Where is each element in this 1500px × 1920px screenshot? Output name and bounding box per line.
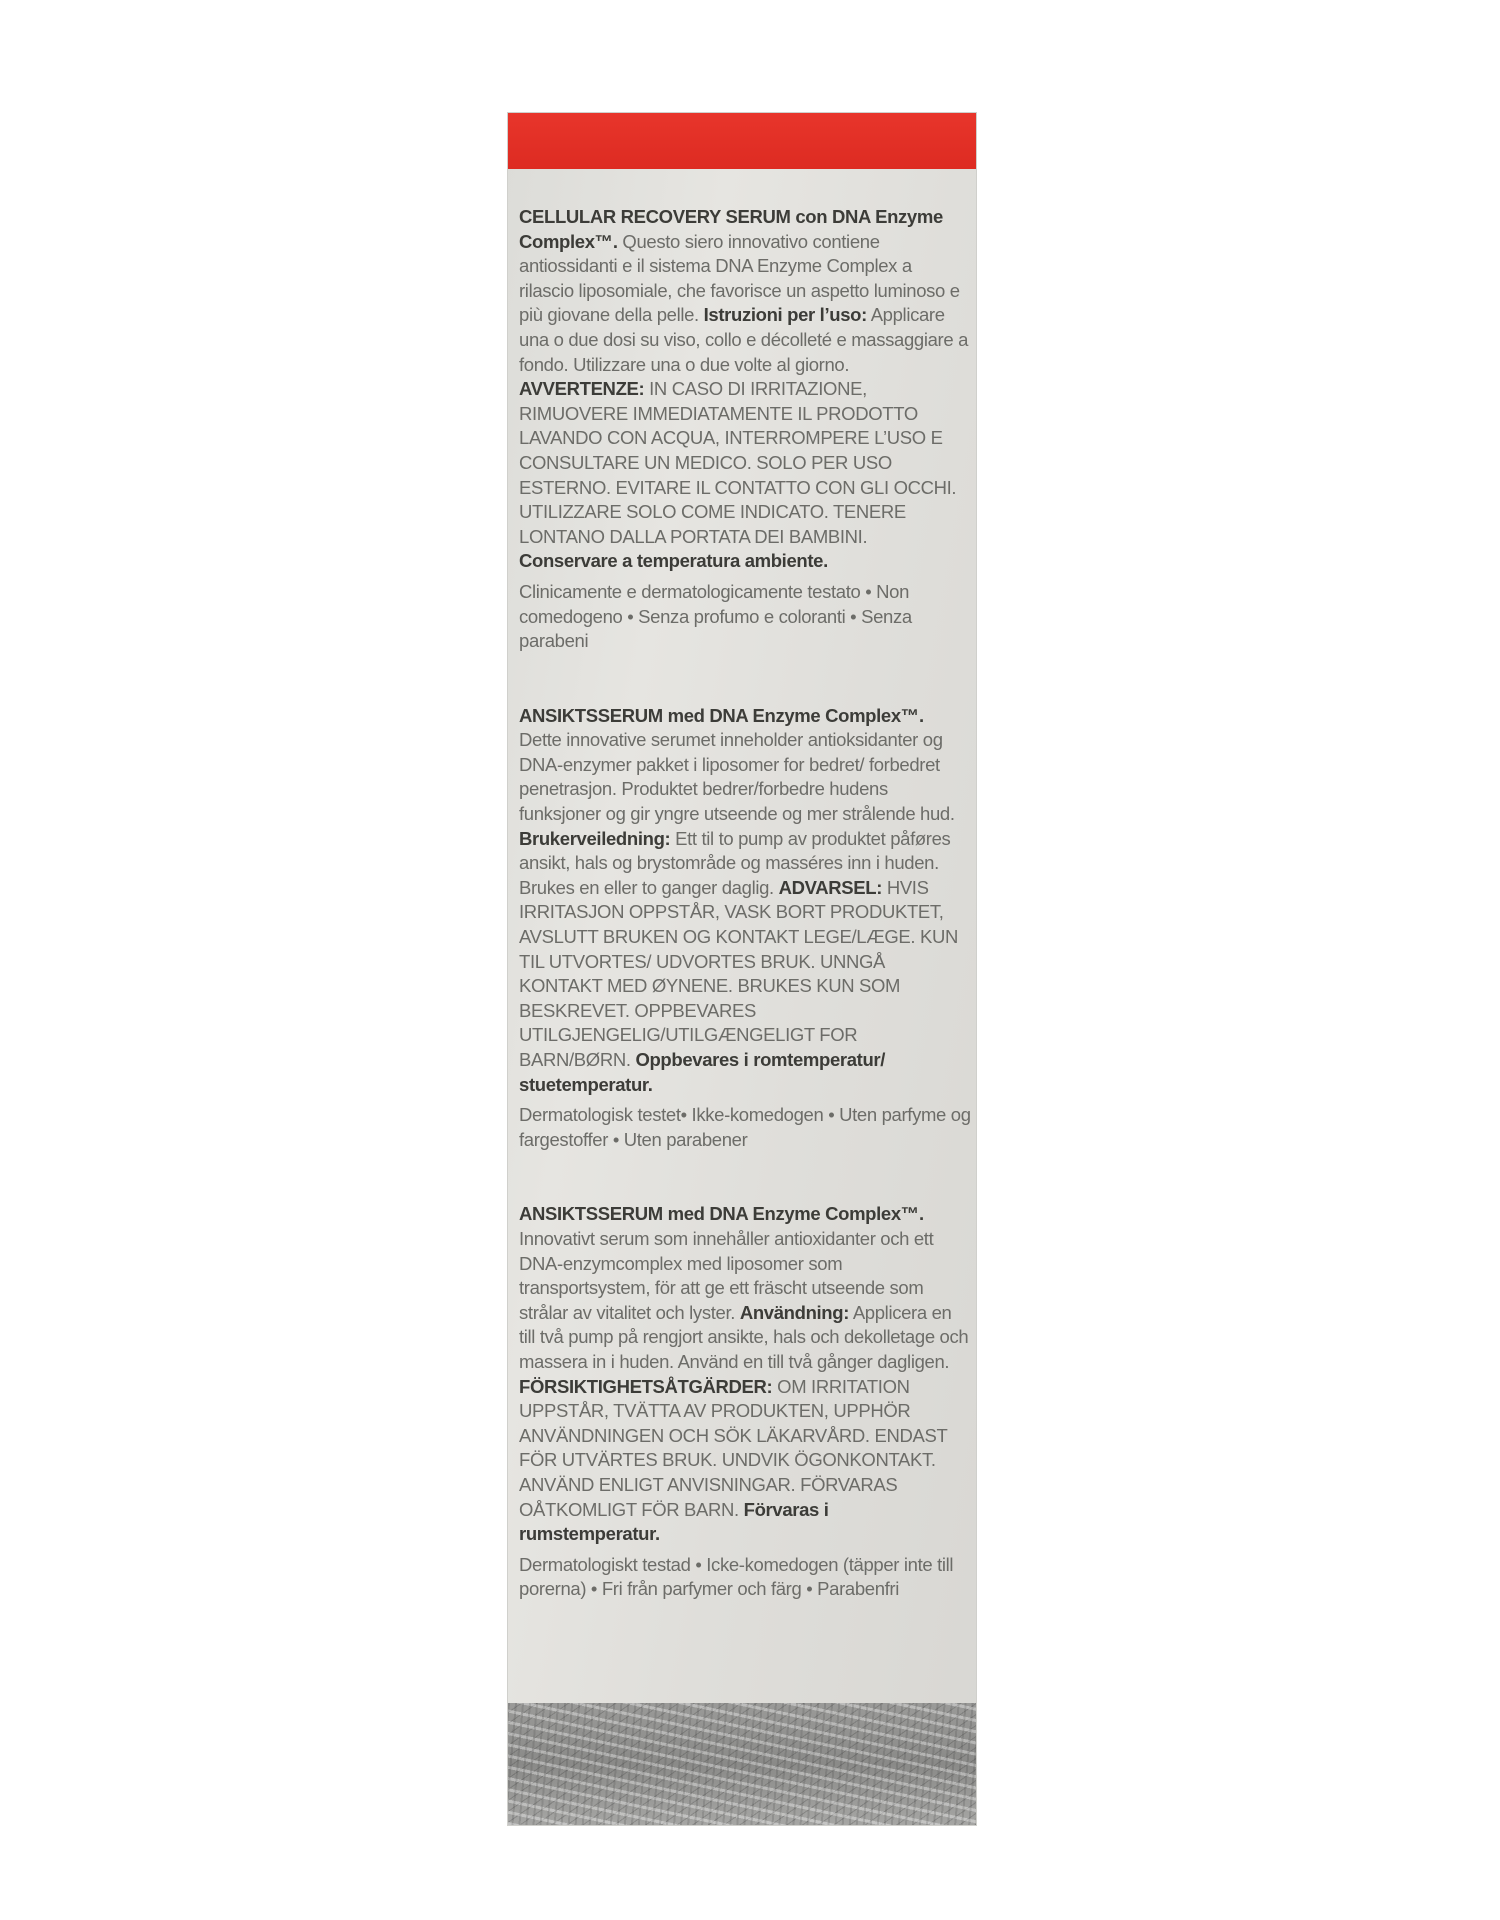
norwegian-warning: HVIS IRRITASJON OPPSTÅR, VASK BORT PRODUKTET, AVSLUTT BRUKEN OG KONTAKT LEGE/LÆGE. KUN TIL UTVORTES/ UDVORTES BRUK. UNNGÅ KONTAKT MED ØYNENE. BRUKES KUN SOM BESKREVET. OPPBEVARES UTILGJENGELIG/UTILGÆNGELIGT FOR BARN/BØRN. [519, 876, 959, 1070]
norwegian-directions-label: Brukerveiledning: [519, 827, 671, 849]
swedish-claims: Dermatologiskt testad • Icke-komedogen (täpper inte till porerna) • Fri från parfymer och färg • Parabenfri [519, 1553, 954, 1600]
norwegian-storage: Oppbevares i romtemperatur/ stuetemperatur. [519, 1049, 886, 1095]
italian-title: CELLULAR RECOVERY SERUM con DNA Enzyme Complex™. [519, 206, 943, 252]
swedish-warning-label: FÖRSIKTIGHETSÅTGÄRDER: [519, 1375, 773, 1397]
norwegian-main-paragraph [519, 704, 971, 1098]
italian-storage: Conservare a temperatura ambiente. [519, 550, 828, 572]
swedish-directions-label: Användning: [739, 1301, 850, 1323]
italian-directions-label: Istruzioni per l’uso: [703, 304, 867, 326]
italian-main-paragraph [519, 205, 971, 574]
swedish-warning: OM IRRITATION UPPSTÅR, TVÄTTA AV PRODUKTEN, UPPHÖR ANVÄNDNINGEN OCH SÖK LÄKARVÅRD. ENDAST FÖR UTVÄRTES BRUK. UNDVIK ÖGONKONTAKT. ANVÄND ENLIGT ANVISNINGAR. FÖRVARAS OÅTKOMLIGT FÖR BARN. [519, 1375, 948, 1520]
italian-claims: Clinicamente e dermatologicamente testato • Non comedogeno • Senza profumo e coloranti • Senza parabeni [519, 580, 912, 652]
norwegian-claims: Dermatologisk testet• Ikke-komedogen • Uten parfyme og fargestoffer • Uten parabener [519, 1104, 971, 1150]
italian-warning-label: AVVERTENZE: [519, 378, 645, 400]
product-box-panel [508, 113, 976, 1825]
swedish-directions: Applicera en till två pump på rengjort ansikte, hals och dekolletage och massera in i huden. Använd en till två gånger dagligen. [519, 1301, 969, 1372]
italian-section [519, 205, 971, 654]
italian-warning: IN CASO DI IRRITAZIONE, RIMUOVERE IMMEDIATAMENTE IL PRODOTTO LAVANDO CON ACQUA, INTERROMPERE L’USO E CONSULTARE UN MEDICO. SOLO PER USO ESTERNO. EVITARE IL CONTATTO CON GLI OCCHI. UTILIZZARE SOLO COME INDICATO. TENERE LONTANO DALLA PORTATA DEI BAMBINI. [519, 378, 957, 547]
red-header-band [508, 113, 976, 169]
swedish-title: ANSIKTSSERUM med DNA Enzyme Complex™. [519, 1203, 924, 1225]
italian-directions: Applicare una o due dosi su viso, collo e décolleté e massaggiare a fondo. Utilizzare una o due volte al giorno. [519, 304, 969, 375]
norwegian-danish-section [519, 704, 971, 1153]
norwegian-title: ANSIKTSSERUM med DNA Enzyme Complex™. [519, 704, 924, 726]
swedish-storage: Förvaras i rumstemperatur. [519, 1498, 829, 1545]
norwegian-directions: Ett til to pump av produktet påføres ansikt, hals og brystområde og masséres inn i huden. Brukes en eller to ganger daglig. [519, 827, 951, 898]
norwegian-warning-label: ADVARSEL: [778, 876, 883, 898]
label-text [519, 205, 971, 1602]
stone-texture-footer [508, 1703, 976, 1825]
swedish-main-paragraph [519, 1202, 971, 1546]
norwegian-description: Dette innovative serumet inneholder antioksidanter og DNA-enzymer pakket i liposomer for bedret/ forbedret penetrasjon. Produktet bedrer/forbedre hudens funksjoner og gir yngre utseende og mer strålende hud. [519, 729, 955, 825]
italian-description: Questo siero innovativo contiene antiossidanti e il sistema DNA Enzyme Complex a rilascio liposomiale, che favorisce un aspetto luminoso e più giovane della pelle. [519, 230, 960, 326]
swedish-description: Innovativt serum som innehåller antioxidanter och ett DNA-enzymcomplex med liposomer som transportsystem, för att ge ett fräscht utseende som strålar av vitalitet och lyster. [519, 1227, 934, 1323]
swedish-section [519, 1202, 971, 1602]
